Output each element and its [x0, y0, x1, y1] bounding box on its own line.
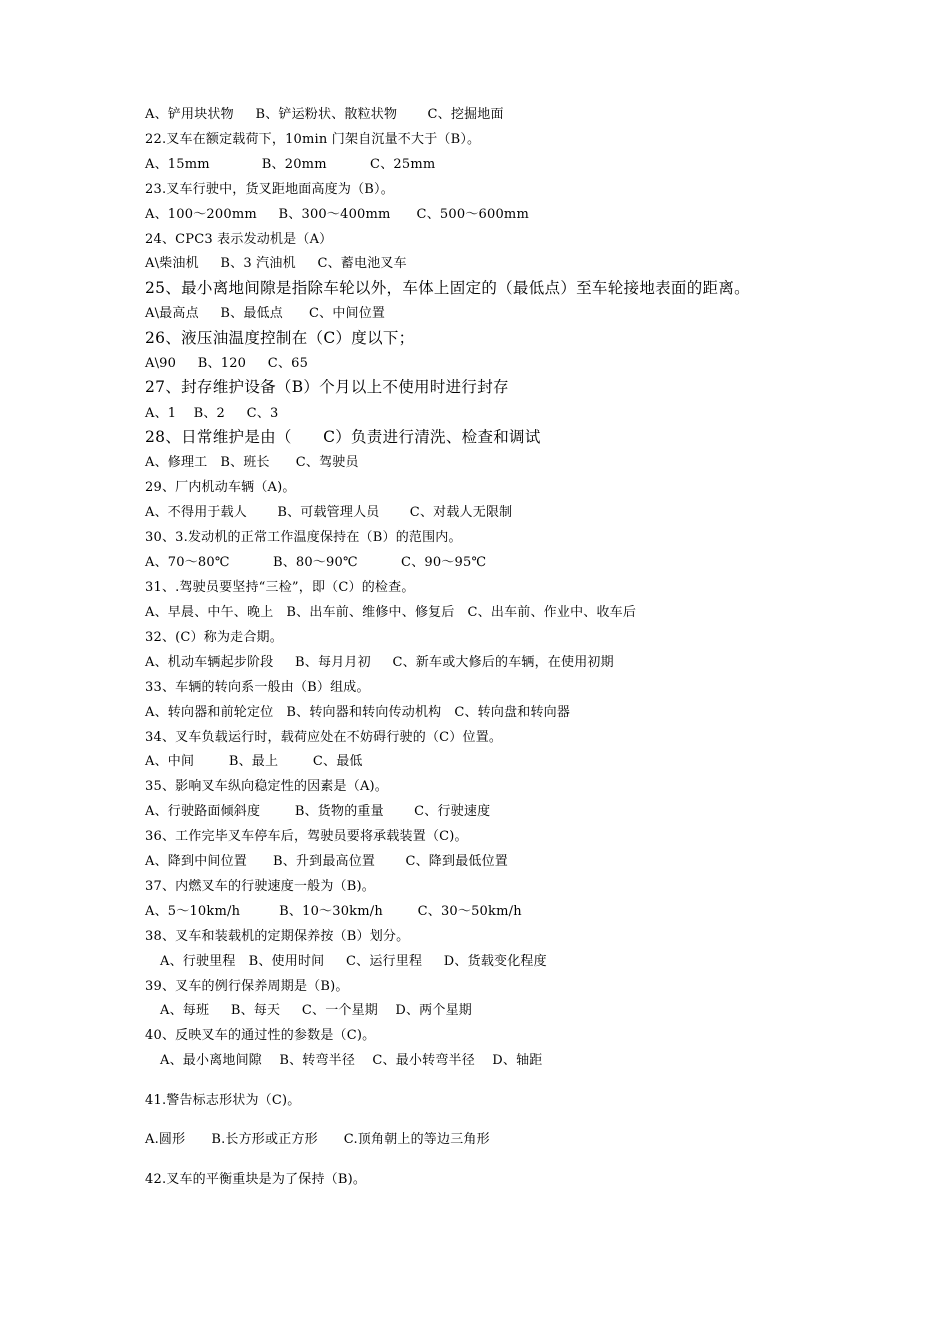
- question-33: 33、车辆的转向系一般由（B）组成。: [145, 680, 370, 695]
- answer-options-31: A、早晨、中午、晚上 B、出车前、维修中、修复后 C、出车前、作业中、收车后: [145, 605, 637, 620]
- question-29: 29、厂内机动车辆（A)。: [145, 480, 296, 495]
- answer-options-26: A\90 B、120 C、65: [145, 356, 309, 371]
- answer-options-29: A、不得用于载人 B、可载管理人员 C、对载人无限制: [145, 505, 513, 520]
- question-30: 30、3.发动机的正常工作温度保持在（B）的范围内。: [145, 530, 462, 545]
- question-24: 24、CPC3 表示发动机是（A）: [145, 232, 333, 247]
- answer-options-35: A、行驶路面倾斜度 B、货物的重量 C、行驶速度: [145, 804, 491, 819]
- answer-options-41: A.圆形 B.长方形或正方形 C.顶角朝上的等边三角形: [145, 1132, 490, 1147]
- answer-options-32: A、机动车辆起步阶段 B、每月月初 C、新车或大修后的车辆，在使用初期: [145, 655, 614, 670]
- question-28: 28、日常维护是由（ C）负责进行清洗、检查和调试: [145, 428, 541, 446]
- question-25: 25、最小离地间隙是指除车轮以外，车体上固定的（最低点）至车轮接地表面的距离。: [145, 279, 750, 297]
- question-32: 32、(C）称为走合期。: [145, 630, 283, 645]
- answer-options-27: A、1 B、2 C、3: [145, 406, 279, 421]
- question-27: 27、封存维护设备（B）个月以上不使用时进行封存: [145, 378, 509, 396]
- question-34: 34、叉车负载运行时，载荷应处在不妨碍行驶的（C）位置。: [145, 730, 503, 745]
- answer-options-23: A、100～200mm B、300～400mm C、500～600mm: [145, 207, 529, 222]
- question-36: 36、工作完毕叉车停车后，驾驶员要将承载装置（C)。: [145, 829, 468, 844]
- answer-options-37: A、5～10km/h B、10～30km/h C、30～50km/h: [145, 904, 522, 919]
- answer-options-22: A、15mm B、20mm C、25mm: [145, 157, 436, 172]
- question-40: 40、反映叉车的通过性的参数是（C)。: [145, 1028, 376, 1043]
- question-39: 39、叉车的例行保养周期是（B)。: [145, 979, 349, 994]
- answer-options-40: A、最小离地间隙 B、转弯半径 C、最小转弯半径 D、轴距: [160, 1053, 543, 1068]
- question-22: 22.叉车在额定载荷下，10min 门架自沉量不大于（B）。: [145, 132, 481, 147]
- question-37: 37、内燃叉车的行驶速度一般为（B)。: [145, 879, 375, 894]
- question-23: 23.叉车行驶中，货叉距地面高度为（B）。: [145, 182, 394, 197]
- answer-options-24: A\柴油机 B、3 汽油机 C、蓄电池叉车: [145, 256, 407, 271]
- answer-options-38: A、行驶里程 B、使用时间 C、运行里程 D、货载变化程度: [160, 954, 547, 969]
- answer-options-39: A、每班 B、每天 C、一个星期 D、两个星期: [160, 1003, 472, 1018]
- question-38: 38、叉车和装载机的定期保养按（B）划分。: [145, 929, 410, 944]
- answer-options-34: A、中间 B、最上 C、最低: [145, 754, 363, 769]
- question-41: 41.警告标志形状为（C)。: [145, 1093, 301, 1108]
- question-35: 35、影响叉车纵向稳定性的因素是（A)。: [145, 779, 389, 794]
- question-42: 42.叉车的平衡重块是为了保持（B)。: [145, 1172, 367, 1187]
- answer-options-25: A\最高点 B、最低点 C、中间位置: [145, 306, 386, 321]
- answer-options-33: A、转向器和前轮定位 B、转向器和转向传动机构 C、转向盘和转向器: [145, 705, 571, 720]
- question-31: 31、.驾驶员要坚持“三检”，即（C）的检查。: [145, 580, 415, 595]
- answer-options-28: A、修理工 B、班长 C、驾驶员: [145, 455, 359, 470]
- answer-options-30: A、70～80℃ B、80～90℃ C、90～95℃: [145, 555, 487, 570]
- answer-options-36: A、降到中间位置 B、升到最高位置 C、降到最低位置: [145, 854, 509, 869]
- question-26: 26、液压油温度控制在（C）度以下；: [145, 329, 415, 347]
- answer-options-21: A、铲用块状物 B、铲运粉状、散粒状物 C、挖掘地面: [145, 107, 504, 122]
